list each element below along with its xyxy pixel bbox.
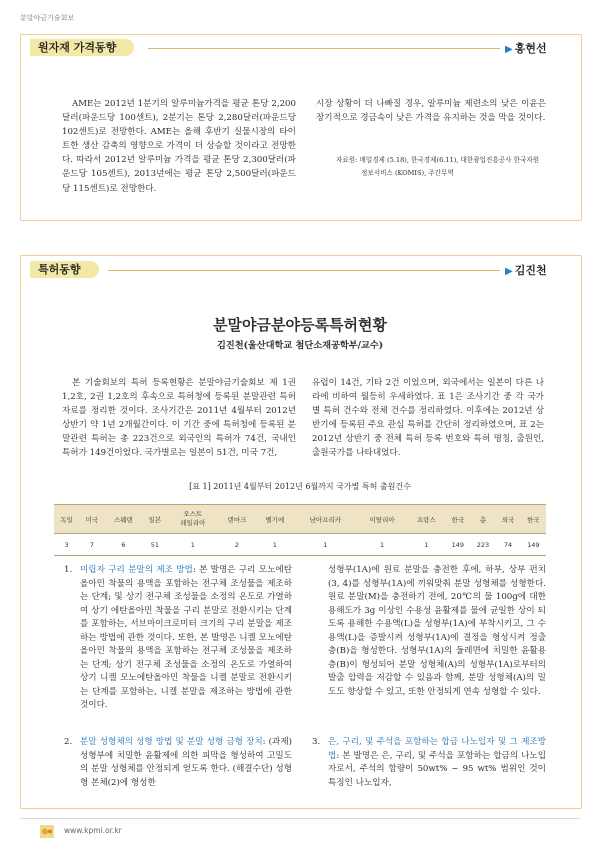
footer-rule	[20, 818, 580, 819]
patent-item-1	[64, 564, 292, 713]
item-body: : 본 발명은 은, 구리, 및 주석을 포함하는 합금의 나노입자로서, 주석의 함량이 50wt% ~ 95 wt% 범위인 것이 특징인 나노입자,	[328, 750, 546, 788]
table-cell: 1	[407, 534, 445, 556]
table-cell: 223	[470, 534, 495, 556]
patent-count-table	[54, 504, 546, 556]
table-header-cell: 외국	[495, 505, 520, 534]
table-header-cell: 프랑스	[407, 505, 445, 534]
price-paragraph-left: AME는 2012년 1분기의 알루미늄가격을 평균 톤당 2,200달러(파운드당 100센트), 2분기는 톤당 2,280달러(파운드당 102센트)로 전망한다. AME는 올해 후반기 실물시장의 타이트한 생산 감축의 영향으로 가격이 더 상승할 것이라고 전망한다. 따라서 2012년 알루미늄 가격을 평균 톤당 2,300달러(파운드당 105센트), 2013년에는 평균 톤당 2,500달러(파운드당 115센트)로 전망한다.	[62, 99, 296, 194]
item-title: 미립자 구리 분말의 제조 방법	[80, 565, 193, 575]
footer-url[interactable]: www.kpmi.or.kr	[64, 826, 122, 835]
item-body-wrap	[64, 564, 292, 713]
table-cell: 6	[104, 534, 142, 556]
item2-continuation: 성형부(1A)에 원료 분말을 충전한 후에, 하부, 상부 펀치(3, 4)를 성형부(1A)에 끼워맞춰 분말 성형체를 성형한다. 원료 분말(M)을 충전하기 전에, 20℃의 물 100g에 대한 용해도가 3g 이상인 수용성 윤활제를 물에 균일한 상이 되도록 용해한 수용액(L)을 성형부(1A)에 부착시키고, 그 수용액(L)을 증발시켜 성형부(1A)에 결정을 형성시켜 정출층(B)을 형성한다. 성형부(1A)의 둘레면에 치밀한 윤활용 층(B)이 형성되어 분말 성형체(A)의 성형부(1A)로부터의 발출 압력을 저감할 수 있음과 함께, 분말 성형체(A)의 밀도도 향상할 수 있고, 또한 안정되게 연속 성형할 수 있다.	[328, 565, 546, 697]
table-cell: 149	[521, 534, 546, 556]
journal-header: 분말야금기술회보	[20, 14, 75, 22]
item-body: : (과제) 성형부에 치밀한 윤활제에 의한 피막을 형성하여 고밀도의 분말 성형체를 안정되게 얻도록 한다. (해결수단) 성형형 본체(2)에 형성한	[80, 737, 292, 788]
triangle-marker-icon: ▶	[505, 266, 513, 277]
patent-item-2	[64, 736, 292, 790]
table-header-cell: 독일	[54, 505, 79, 534]
triangle-marker-icon: ▶	[505, 44, 513, 55]
table-row	[54, 534, 546, 556]
section-tab-price: 원자재 가격동향	[30, 39, 134, 56]
item-title: 분말 성형체의 성형 방법 및 분말 성형 금형 장치	[80, 737, 263, 747]
table-cell: 2	[218, 534, 256, 556]
table-header-cell: 남아프리카	[294, 505, 357, 534]
table-header-cell: 벨기에	[256, 505, 294, 534]
author-price	[505, 40, 547, 56]
sources-line-2: 정보서비스 (KOMIS), 주간무역	[361, 169, 454, 177]
kpmi-logo-icon	[40, 823, 54, 836]
price-paragraph-right: 시장 상황이 더 나빠질 경우, 알루미늄 제련소의 낮은 이윤은 장기적으로 경금속이 낮은 가격을 유지하는 것을 막을 것이다.	[316, 99, 546, 124]
table-cell: 3	[54, 534, 79, 556]
table-cell: 1	[357, 534, 407, 556]
table-cell: 51	[142, 534, 167, 556]
section-rule	[148, 48, 500, 49]
author-patent	[505, 262, 547, 278]
table-header-row	[54, 505, 546, 534]
table-header-cell: 덴마크	[218, 505, 256, 534]
intro-left: 본 기술회보의 특허 등록현황은 분말야금기술회보 제 1권 1,2호, 2권 1,2호의 후속으로 특허청에 등록된 분말관련 특허 자료를 정리한 것이다. 조사기간은 2011년 4월부터 2012년 상반기 약 1년 2개월간이다. 이 기간 중에 특허청에 등록된 분말관련 특허는 총 223건으로 외국인의 특허가 74건, 국내인 특허가 149건이었다. 국가별로는 일본이 51건, 미국 7건,	[62, 378, 296, 459]
sources-label: 자료원:	[336, 156, 358, 164]
article-title: 분말야금분야등록특허현황	[213, 316, 387, 334]
table-cell: 1	[256, 534, 294, 556]
author-name: 홍현선	[514, 42, 547, 55]
sources-text-1: 매일경제 (5.18), 한국경제(6.11), 대한광업진흥공사 한국자원	[359, 156, 540, 164]
table-cell: 1	[294, 534, 357, 556]
section-tab-patent: 특허동향	[30, 261, 99, 278]
item-body: : 본 발명은 구리 모노에탄올아민 착물의 용액을 포함하는 전구체 조성물을 제조하는 단계; 및 상기 전구체 조성물을 소정의 온도로 가열하여 상기 에탄올아민 착물을 구리 분말로 전환시키는 단계를 포함하는, 서브마이크로미터 크기의 구리 분말을 제조하는 방법에 관한 것이다. 또한, 본 발명은 니켈 모노에탄올아민 착물의 용액을 포함하는 전구체 조성물을 제조하는 단계; 상기 전구체 조성물을 소정의 온도로 가열하여 상기 니켈 모노에탄올아민 착물을 니켈 분말로 전환시키는 단계를 포함하는, 니켈 분말을 제조하는 방법에 관한 것이다.	[80, 565, 293, 710]
table-header-cell: 오스트 레일리아	[168, 505, 218, 534]
sources-line-1	[336, 154, 576, 167]
table-header-cell: 이탈리아	[357, 505, 407, 534]
country-table	[54, 504, 546, 556]
table-header-cell: 스웨덴	[104, 505, 142, 534]
intro-right: 유럽이 14건, 기타 2건 이었으며, 외국에서는 일본이 다른 나라에 비하여 월등히 우세하였다. 표 1은 조사기간 중 각 국가별 특허 건수와 전체 건수를 정리하였다. 이후에는 2012년 상반기에 등록된 주요 관심 특허를 간단히 정리하였으며, 표 2는 2012년 상반기 중 전체 특허 등록 번호와 특허 명칭, 출원인, 출원국가를 나타내었다.	[312, 378, 544, 459]
item-number: 1.	[64, 565, 73, 575]
table-header-cell: 한국	[445, 505, 470, 534]
table-cell: 1	[168, 534, 218, 556]
table-header-cell: 미국	[79, 505, 104, 534]
sources	[336, 154, 576, 180]
table-cell: 74	[495, 534, 520, 556]
item-body-wrap	[64, 736, 292, 790]
item-body-wrap	[312, 736, 546, 790]
table-cell: 7	[79, 534, 104, 556]
section-rule	[108, 270, 500, 271]
table-header-cell: 한국	[521, 505, 546, 534]
item-number: 2.	[64, 737, 73, 747]
item-title: 은, 구리, 및 주석을 포함하는 합금 나노입자 및 그 제조방법	[328, 737, 546, 761]
table-caption: [표 1] 2011년 4월부터 2012년 6월까지 국가별 특허 출원건수	[189, 482, 411, 491]
item-number: 3.	[312, 737, 321, 747]
author-name: 김진천	[514, 264, 547, 277]
table-header-cell: 총	[470, 505, 495, 534]
table-cell: 149	[445, 534, 470, 556]
table-header-cell: 일본	[142, 505, 167, 534]
patent-item-3	[312, 736, 546, 790]
article-subtitle: 김진천(울산대학교 첨단소재공학부/교수)	[216, 340, 384, 351]
